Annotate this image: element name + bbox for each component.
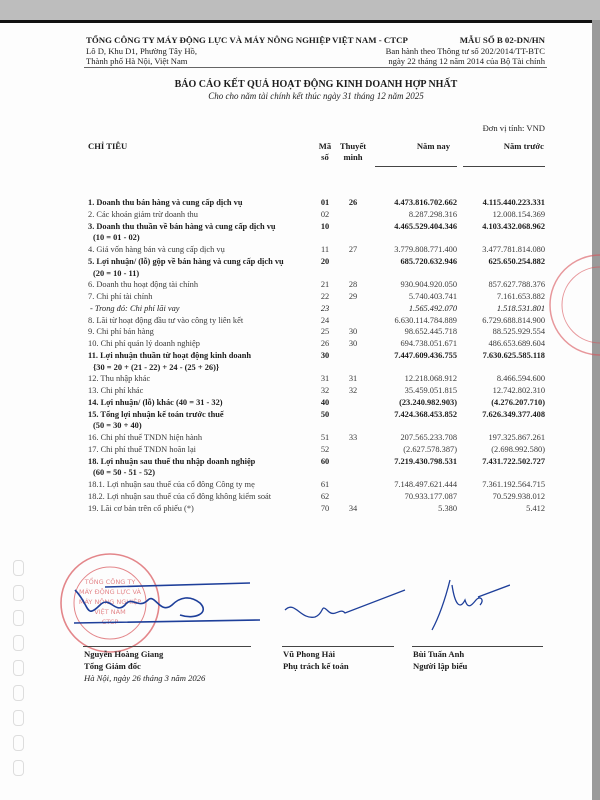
row-previous-year: 12.008.154.369	[492, 209, 545, 219]
row-code: 52	[320, 444, 330, 454]
row-label: {30 = 20 + (21 - 22) + 24 - (25 + 26)}	[93, 362, 220, 372]
table-row	[0, 303, 600, 315]
table-row	[0, 244, 600, 256]
unit-label: Đơn vị tính: VND	[482, 123, 545, 133]
row-code: 61	[320, 480, 330, 489]
row-previous-year: 5.412	[526, 503, 545, 513]
binder-hole	[13, 685, 24, 701]
company-address-line-1: Lô D, Khu D1, Phường Tây Hồ,	[86, 46, 197, 56]
row-code: 60	[320, 456, 330, 466]
row-current-year: 7.447.609.436.755	[394, 350, 457, 360]
binder-hole	[13, 635, 24, 651]
row-current-year: 3.779.808.771.400	[394, 245, 457, 254]
company-address-line-2: Thành phố Hà Nội, Việt Nam	[86, 56, 188, 66]
table-row	[0, 221, 600, 233]
row-previous-year: 12.742.802.310	[492, 386, 545, 395]
row-current-year: 7.424.368.453.852	[394, 409, 457, 419]
row-previous-year: 88.525.929.554	[492, 327, 545, 337]
row-current-year: 5.380	[438, 503, 457, 513]
table-row	[0, 503, 600, 515]
row-label: 1. Doanh thu bán hàng và cung cấp dịch vụ	[88, 198, 243, 207]
signer-name-preparer: Bùi Tuấn Anh	[413, 649, 465, 659]
row-label: 16. Chi phí thuế TNDN hiện hành	[88, 433, 203, 442]
company-name: TỔNG CÔNG TY MÁY ĐỘNG LỰC VÀ MÁY NÔNG NGHIỆP VIỆT NAM - CTCP	[86, 35, 408, 45]
binder-hole	[13, 710, 24, 726]
row-code: 51	[320, 433, 330, 442]
row-current-year: 4.465.529.404.346	[394, 221, 457, 231]
row-label: 9. Chi phí bán hàng	[88, 327, 154, 337]
row-previous-year: 7.361.192.564.715	[482, 480, 545, 489]
row-note: 29	[348, 292, 358, 301]
row-note: 26	[348, 198, 358, 207]
row-current-year: 12.218.068.912	[404, 374, 457, 384]
row-label: 18.2. Lợi nhuận sau thuế của cổ đông không kiểm soát	[88, 491, 272, 501]
table-row	[0, 373, 600, 385]
row-previous-year: 625.650.254.882	[488, 256, 545, 266]
row-code: 21	[320, 280, 330, 290]
row-label: 13. Chi phí khác	[88, 386, 144, 395]
current-year-underline	[375, 166, 457, 167]
row-note: 27	[348, 245, 358, 254]
row-current-year: 1.565.492.070	[408, 303, 457, 313]
row-code: 01	[320, 198, 330, 207]
row-note: 34	[348, 503, 358, 513]
form-code: MẪU SỐ B 02-DN/HN	[459, 35, 545, 45]
row-label: 4. Giá vốn hàng bán và cung cấp dịch vụ	[88, 245, 225, 254]
signature-line-preparer	[412, 646, 543, 647]
table-row	[0, 491, 600, 503]
row-label: 19. Lãi cơ bản trên cổ phiếu (*)	[88, 503, 194, 513]
row-previous-year: 4.103.432.068.962	[482, 221, 545, 231]
signature-chief-accountant	[280, 585, 410, 630]
col-header-note-line-2: minh	[343, 152, 363, 162]
table-row	[0, 326, 600, 338]
row-previous-year: 7.161.653.882	[496, 292, 545, 301]
place-date: Hà Nội, ngày 26 tháng 3 năm 2026	[84, 673, 206, 683]
row-label: (50 = 30 + 40)	[93, 421, 142, 431]
row-current-year: 694.738.051.671	[400, 339, 457, 348]
table-row	[0, 467, 600, 479]
row-code: 70	[320, 503, 330, 513]
row-previous-year: 197.325.867.261	[488, 433, 545, 442]
table-row	[0, 432, 600, 444]
report-subtitle: Cho cho năm tài chính kết thúc ngày 31 tháng 12 năm 2025	[208, 91, 424, 101]
row-current-year: 6.630.114.784.889	[394, 315, 457, 325]
table-row	[0, 256, 600, 268]
table-row	[0, 338, 600, 350]
row-current-year: 35.459.051.815	[404, 386, 457, 395]
row-current-year: 685.720.632.946	[400, 256, 457, 266]
signature-preparer	[410, 575, 510, 635]
row-label: 8. Lãi từ hoạt động đầu tư vào công ty liên kết	[88, 315, 244, 325]
row-code: 26	[320, 339, 330, 348]
row-previous-year: 6.729.688.814.900	[482, 315, 545, 325]
row-label: 12. Thu nhập khác	[88, 374, 151, 384]
svg-text:CTCP: CTCP	[101, 618, 119, 626]
row-code: 02	[320, 209, 330, 219]
table-row	[0, 420, 600, 432]
binder-hole	[13, 585, 24, 601]
row-current-year: 98.652.445.718	[404, 327, 457, 337]
col-header-code: Mã	[318, 141, 332, 151]
form-issued-line-1: Ban hành theo Thông tư số 202/2014/TT-BTC	[385, 46, 545, 56]
table-row	[0, 409, 600, 421]
binder-hole	[13, 760, 24, 776]
binder-hole	[13, 660, 24, 676]
table-row	[0, 279, 600, 291]
report-title: BÁO CÁO KẾT QUẢ HOẠT ĐỘNG KINH DOANH HỢP NHẤT	[174, 79, 458, 90]
row-code: 24	[320, 315, 330, 325]
signature-line-ceo	[83, 646, 251, 647]
table-row	[0, 209, 600, 221]
row-current-year: 70.933.177.087	[404, 491, 457, 501]
previous-year-underline	[463, 166, 545, 167]
table-row	[0, 385, 600, 397]
row-code: 23	[320, 303, 330, 313]
row-current-year: 5.740.403.741	[408, 292, 457, 301]
scan-top-edge	[0, 20, 592, 23]
row-note: 31	[348, 374, 358, 384]
header-divider	[84, 67, 547, 68]
table-row	[0, 291, 600, 303]
row-current-year: 930.904.920.050	[400, 280, 457, 290]
row-previous-year: 7.626.349.377.408	[482, 409, 545, 419]
signer-name-ceo: Nguyễn Hoàng Giang	[84, 649, 164, 659]
table-row	[0, 232, 600, 244]
row-label: 10. Chi phí quản lý doanh nghiệp	[88, 339, 200, 348]
row-current-year: 7.148.497.621.444	[394, 480, 457, 489]
row-label: 15. Tổng lợi nhuận kế toán trước thuế	[88, 409, 224, 419]
table-row	[0, 350, 600, 362]
row-previous-year: 486.653.689.604	[488, 339, 545, 348]
row-current-year: (2.627.578.387)	[403, 444, 457, 454]
signer-title-preparer: Người lập biểu	[413, 661, 468, 671]
signature-ceo	[60, 575, 270, 635]
form-issued-line-2: ngày 22 tháng 12 năm 2014 của Bộ Tài chính	[388, 56, 545, 66]
row-code: 30	[320, 350, 330, 360]
row-current-year: 207.565.233.708	[400, 433, 457, 442]
table-row	[0, 456, 600, 468]
row-label: 11. Lợi nhuận thuần từ hoạt động kinh doanh	[88, 350, 252, 360]
row-label: 3. Doanh thu thuần về bán hàng và cung cấp dịch vụ	[88, 221, 276, 231]
table-row	[0, 444, 600, 456]
table-row	[0, 479, 600, 491]
row-label: 2. Các khoản giảm trừ doanh thu	[88, 209, 198, 219]
row-code: 31	[320, 374, 330, 384]
row-label: 5. Lợi nhuận/ (lỗ) gộp về bán hàng và cung cấp dịch vụ	[88, 256, 284, 266]
row-current-year: 4.473.816.702.662	[394, 198, 457, 207]
row-previous-year: 8.466.594.600	[496, 374, 545, 384]
svg-text:MÁY ĐỘNG LỰC VÀ: MÁY ĐỘNG LỰC VÀ	[79, 588, 141, 596]
table-row	[0, 197, 600, 209]
binder-hole	[13, 610, 24, 626]
row-previous-year: 7.431.722.502.727	[482, 456, 545, 466]
col-header-previous-year: Năm trước	[503, 141, 544, 151]
svg-text:MÁY NÔNG NGHIỆP: MÁY NÔNG NGHIỆP	[78, 598, 142, 606]
row-code: 62	[320, 491, 330, 501]
row-code: 10	[320, 221, 330, 231]
col-header-current-year: Năm nay	[416, 141, 450, 151]
row-previous-year: 1.518.531.801	[496, 303, 545, 313]
row-previous-year: 4.115.440.223.331	[482, 198, 545, 207]
row-code: 32	[320, 386, 330, 395]
row-previous-year: 3.477.781.814.080	[482, 245, 545, 254]
row-previous-year: 70.529.938.012	[492, 491, 545, 501]
svg-text:TỔNG CÔNG TY: TỔNG CÔNG TY	[84, 578, 136, 586]
row-previous-year: 7.630.625.585.118	[482, 350, 545, 360]
row-code: 50	[320, 409, 330, 419]
row-note: 28	[348, 280, 358, 290]
row-previous-year: (4.276.207.710)	[491, 397, 545, 407]
row-current-year: (23.240.982.903)	[399, 397, 457, 407]
row-current-year: 8.287.298.316	[408, 209, 457, 219]
row-label: 6. Doanh thu hoạt động tài chính	[88, 280, 199, 290]
signer-name-chief-accountant: Vũ Phong Hải	[283, 649, 336, 659]
row-note: 30	[348, 327, 358, 337]
row-label: 7. Chi phí tài chính	[88, 292, 153, 301]
row-label: (20 = 10 - 11)	[93, 268, 140, 278]
row-label: 14. Lợi nhuận/ (lỗ) khác (40 = 31 - 32)	[88, 397, 223, 407]
row-label: 18. Lợi nhuận sau thuế thu nhập doanh nghiệp	[88, 456, 256, 466]
row-note: 30	[348, 339, 358, 348]
row-label: (10 = 01 - 02)	[93, 233, 140, 243]
row-code: 25	[320, 327, 330, 337]
signer-title-ceo: Tổng Giám đốc	[84, 661, 141, 671]
row-previous-year: 857.627.788.376	[488, 280, 545, 290]
row-code: 22	[320, 292, 330, 301]
col-header-item: CHỈ TIÊU	[88, 141, 128, 151]
row-label: (60 = 50 - 51 - 52)	[93, 468, 155, 478]
table-row	[0, 362, 600, 374]
row-note: 33	[348, 433, 358, 442]
col-header-note: Thuyết	[339, 141, 367, 151]
table-row	[0, 397, 600, 409]
row-code: 11	[320, 245, 330, 254]
row-label: - Trong đó: Chi phí lãi vay	[90, 303, 180, 313]
binder-hole	[13, 560, 24, 576]
signature-line-chief-accountant	[282, 646, 394, 647]
signer-title-chief-accountant: Phụ trách kế toán	[283, 661, 349, 671]
scan-top-band	[0, 0, 600, 20]
row-note: 32	[348, 386, 358, 395]
svg-text:VIỆT NAM: VIỆT NAM	[94, 608, 126, 616]
binder-hole	[13, 735, 24, 751]
table-row	[0, 315, 600, 327]
row-code: 40	[320, 397, 330, 407]
row-code: 20	[320, 256, 330, 266]
row-current-year: 7.219.430.798.531	[394, 456, 457, 466]
table-row	[0, 268, 600, 280]
row-label: 18.1. Lợi nhuận sau thuế của cổ đông Công ty mẹ	[88, 480, 255, 489]
row-label: 17. Chi phí thuế TNDN hoãn lại	[88, 444, 197, 454]
row-previous-year: (2.698.992.580)	[491, 444, 545, 454]
col-header-code-line-2: số	[321, 152, 329, 162]
page-stamp-partial	[540, 240, 600, 370]
